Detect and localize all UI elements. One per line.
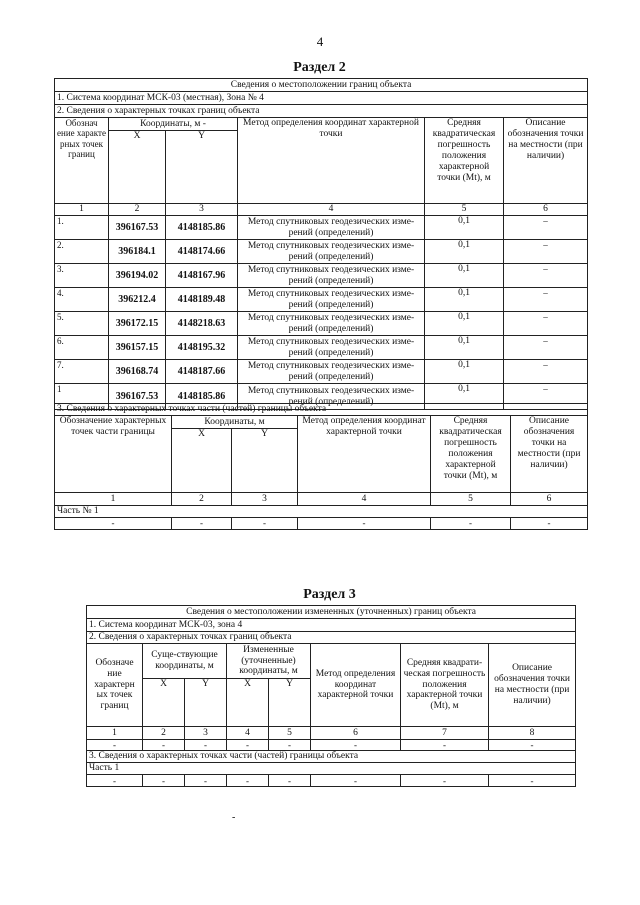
point-description: – (504, 384, 588, 410)
point-number: 4. (55, 288, 109, 312)
col-number: 2 (143, 727, 185, 740)
table-row (55, 336, 588, 360)
point-method: Метод спутниковых геодезических изме-рений (определений) (238, 336, 425, 360)
section2-part-table (54, 403, 588, 530)
s3-cell: - (87, 740, 143, 751)
s3-header-y: Y (185, 679, 227, 727)
s3-header-designation: Обозначе ние характерн ых точек границ (87, 644, 143, 727)
header-coords: Координаты, м - (109, 118, 238, 131)
point-y: 4148167.96 (166, 264, 238, 288)
part-cell: - (298, 517, 431, 529)
part-header-description: Описание обозначения точки на местности (при наличии) (511, 416, 588, 493)
col-number: 6 (311, 727, 401, 740)
col-number: 2 (109, 204, 166, 216)
part-header-y: Y (232, 429, 298, 493)
col-number: 1 (55, 204, 109, 216)
point-accuracy: 0,1 (425, 312, 504, 336)
part-cell: - (511, 517, 588, 529)
col-number: 4 (298, 493, 431, 506)
col-number: 8 (489, 727, 576, 740)
s3-part-cell: - (87, 775, 143, 787)
s3-header-changed: Измененные (уточненные) координаты, м (227, 644, 311, 679)
s3-part-cell: - (185, 775, 227, 787)
col-number: 4 (238, 204, 425, 216)
s3-cell: - (143, 740, 185, 751)
s3-part-cell: - (227, 775, 269, 787)
point-x: 396168.74 (109, 360, 166, 384)
header-accuracy: Средняя квадратическая погрешность положения характерной точки (Mt), м (425, 118, 504, 204)
point-description: – (504, 264, 588, 288)
col-number: 1 (87, 727, 143, 740)
col-number: 5 (431, 493, 511, 506)
section3-part-caption: 3. Сведения о характерных точках части (частей) границы объекта (87, 751, 576, 763)
table-row (55, 517, 588, 529)
point-method: Метод спутниковых геодезических изме-рений (определений) (238, 216, 425, 240)
part-cell: - (55, 517, 172, 529)
col-number: 1 (55, 493, 172, 506)
s3-header-description: Описание обозначения точки на местности (при наличии) (489, 644, 576, 727)
point-y: 4148195.32 (166, 336, 238, 360)
s3-cell: - (185, 740, 227, 751)
section2-part-caption: 3. Сведения о характерных точках части (частей) границы объекта (55, 404, 588, 416)
point-number: 7. (55, 360, 109, 384)
s3-header-accuracy: Средняя квадрати-ческая погрешность положения характерной точки (Mt), м (401, 644, 489, 727)
table-row (87, 775, 576, 787)
col-number: 6 (511, 493, 588, 506)
point-x: 396157.15 (109, 336, 166, 360)
point-accuracy: 0,1 (425, 288, 504, 312)
s3-header-method: Метод определения координат характерной точки (311, 644, 401, 727)
table-row (55, 240, 588, 264)
table-row (55, 216, 588, 240)
section3-caption: Сведения о местоположении измененных (уточненных) границ объекта (87, 606, 576, 619)
point-y: 4148174.66 (166, 240, 238, 264)
s3-cell: - (489, 740, 576, 751)
section2-table (54, 78, 588, 410)
part-header-accuracy: Средняя квадратическая погрешность положения характерной точки (Mt), м (431, 416, 511, 493)
col-number: 5 (425, 204, 504, 216)
point-description: – (504, 360, 588, 384)
part-cell: - (431, 517, 511, 529)
point-number: 6. (55, 336, 109, 360)
section2-title: Раздел 2 (293, 60, 346, 75)
table-row (55, 360, 588, 384)
s3-cell: - (311, 740, 401, 751)
point-accuracy: 0,1 (425, 360, 504, 384)
section2-points-caption: 2. Сведения о характерных точках границ объекта (55, 105, 588, 118)
point-description: – (504, 240, 588, 264)
point-method: Метод спутниковых геодезических изме-рений (определений) (238, 312, 425, 336)
col-number: 2 (172, 493, 232, 506)
part-header-designation: Обозначение характерных точек части границы (55, 416, 172, 493)
header-x: X (109, 131, 166, 204)
point-x: 396194.02 (109, 264, 166, 288)
point-number: 2. (55, 240, 109, 264)
col-number: 7 (401, 727, 489, 740)
point-x: 396167.53 (109, 216, 166, 240)
point-x: 396184.1 (109, 240, 166, 264)
part-header-x: X (172, 429, 232, 493)
header-y: Y (166, 131, 238, 204)
point-y: 4148187.66 (166, 360, 238, 384)
point-method: Метод спутниковых геодезических изме-рений (определений) (238, 360, 425, 384)
s3-part-cell: - (143, 775, 185, 787)
point-y: 4148189.48 (166, 288, 238, 312)
section2-part-label: Часть № 1 (55, 506, 588, 518)
point-accuracy: 0,1 (425, 216, 504, 240)
point-method: Метод спутниковых геодезических изме-рений (определений) (238, 288, 425, 312)
col-number: 3 (232, 493, 298, 506)
point-y: 4148185.86 (166, 216, 238, 240)
s3-cell: - (269, 740, 311, 751)
section3-part-label: Часть 1 (87, 763, 576, 775)
point-description: – (504, 336, 588, 360)
point-y: 4148185.86 (166, 384, 238, 410)
point-accuracy: 0,1 (425, 240, 504, 264)
point-number: 5. (55, 312, 109, 336)
col-number: 3 (185, 727, 227, 740)
col-number: 6 (504, 204, 588, 216)
table-row (87, 740, 576, 751)
section3-points-caption: 2. Сведения о характерных точках границ объекта (87, 632, 576, 644)
col-number: 5 (269, 727, 311, 740)
point-y: 4148218.63 (166, 312, 238, 336)
part-header-coords: Координаты, м (172, 416, 298, 429)
table-row (55, 312, 588, 336)
s3-part-cell: - (489, 775, 576, 787)
col-number: 3 (166, 204, 238, 216)
part-header-method: Метод определения координат характерной точки (298, 416, 431, 493)
s3-header-x: X (227, 679, 269, 727)
point-accuracy: 0,1 (425, 384, 504, 410)
s3-header-x: X (143, 679, 185, 727)
point-method: Метод спутниковых геодезических изме-рений (определений) (238, 384, 425, 410)
point-method: Метод спутниковых геодезических изме-рений (определений) (238, 264, 425, 288)
header-description: Описание обозначения точки на местности (при наличии) (504, 118, 588, 204)
point-accuracy: 0,1 (425, 336, 504, 360)
point-x: 396212.4 (109, 288, 166, 312)
table-row (55, 264, 588, 288)
s3-part-cell: - (269, 775, 311, 787)
s3-header-existing: Суще-ствующие координаты, м (143, 644, 227, 679)
s3-cell: - (227, 740, 269, 751)
page-number: 4 (316, 34, 324, 49)
header-method: Метод определения координат характерной точки (238, 118, 425, 204)
table-row (55, 288, 588, 312)
point-number: 1 (55, 384, 109, 410)
section3-table (86, 605, 576, 787)
part-cell: - (172, 517, 232, 529)
section3-system: 1. Система координат МСК-03, зона 4 (87, 619, 576, 632)
point-method: Метод спутниковых геодезических изме-рений (определений) (238, 240, 425, 264)
point-description: – (504, 312, 588, 336)
section2-system: 1. Система координат МСК-03 (местная), Зона № 4 (55, 92, 588, 105)
bottom-mark: - (232, 812, 236, 823)
point-x: 396172.15 (109, 312, 166, 336)
point-number: 3. (55, 264, 109, 288)
s3-cell: - (401, 740, 489, 751)
col-number: 4 (227, 727, 269, 740)
point-number: 1. (55, 216, 109, 240)
point-description: – (504, 288, 588, 312)
point-description: – (504, 216, 588, 240)
part-cell: - (232, 517, 298, 529)
point-x: 396167.53 (109, 384, 166, 410)
s3-part-cell: - (401, 775, 489, 787)
header-designation: Обознач ение характе рных точек границ (55, 118, 109, 204)
s3-header-y: Y (269, 679, 311, 727)
point-accuracy: 0,1 (425, 264, 504, 288)
section2-caption: Сведения о местоположении границ объекта (55, 79, 588, 92)
section3-title: Раздел 3 (303, 587, 356, 602)
s3-part-cell: - (311, 775, 401, 787)
